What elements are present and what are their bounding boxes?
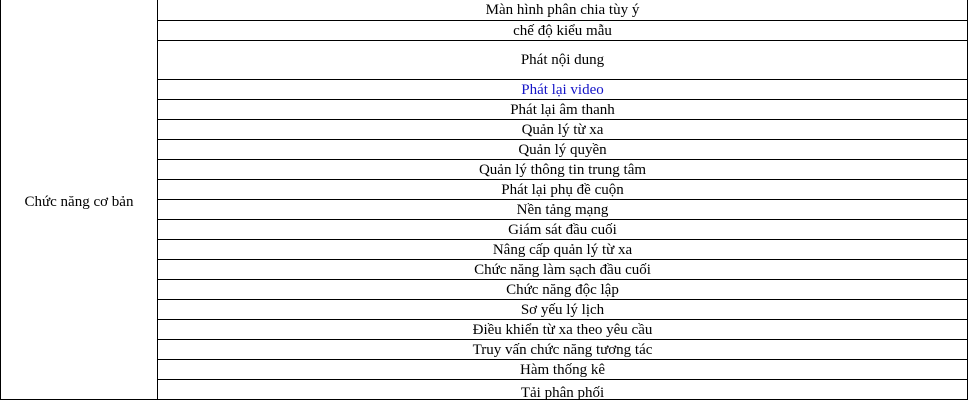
table-row	[1, 0, 968, 21]
feature-label: Màn hình phân chia tùy ý	[485, 2, 640, 18]
feature-label: Chức năng làm sạch đầu cuối	[474, 261, 651, 278]
feature-cell	[158, 240, 968, 260]
feature-cell	[158, 260, 968, 280]
feature-cell	[158, 220, 968, 240]
feature-label: Chức năng độc lập	[506, 281, 619, 298]
feature-cell	[158, 380, 968, 400]
feature-label: Điều khiển từ xa theo yêu cầu	[472, 321, 653, 338]
feature-cell	[158, 320, 968, 340]
feature-cell	[158, 100, 968, 120]
feature-label: Tải phân phối	[520, 384, 605, 400]
feature-cell	[158, 160, 968, 180]
feature-label: Giám sát đầu cuối	[508, 221, 617, 238]
feature-label: Truy vấn chức năng tương tác	[472, 341, 653, 358]
feature-label: Sơ yếu lý lịch	[520, 301, 605, 318]
feature-cell	[158, 300, 968, 320]
feature-label: Quản lý từ xa	[521, 121, 604, 138]
feature-label: Phát lại phụ đề cuộn	[501, 181, 624, 198]
feature-label: Quản lý thông tin trung tâm	[478, 161, 647, 178]
feature-cell-highlighted	[158, 80, 968, 100]
feature-cell	[158, 21, 968, 41]
feature-cell	[158, 140, 968, 160]
feature-label: Quản lý quyền	[518, 141, 607, 158]
feature-label: Nền tảng mạng	[516, 201, 609, 218]
feature-cell	[158, 41, 968, 80]
feature-label: Phát nội dung	[520, 52, 605, 68]
feature-label: Phát lại âm thanh	[510, 101, 615, 118]
feature-cell	[158, 180, 968, 200]
feature-cell	[158, 340, 968, 360]
feature-cell	[158, 360, 968, 380]
feature-cell	[158, 0, 968, 21]
feature-cell	[158, 280, 968, 300]
feature-cell	[158, 200, 968, 220]
feature-label: Nâng cấp quản lý từ xa	[492, 241, 633, 258]
category-label: Chức năng cơ bản	[24, 193, 134, 210]
feature-cell	[158, 120, 968, 140]
feature-label: Hàm thống kê	[520, 361, 605, 378]
feature-label: Phát lại video	[521, 81, 604, 98]
category-cell	[1, 0, 158, 400]
feature-label: chế độ kiểu mẫu	[513, 22, 612, 39]
